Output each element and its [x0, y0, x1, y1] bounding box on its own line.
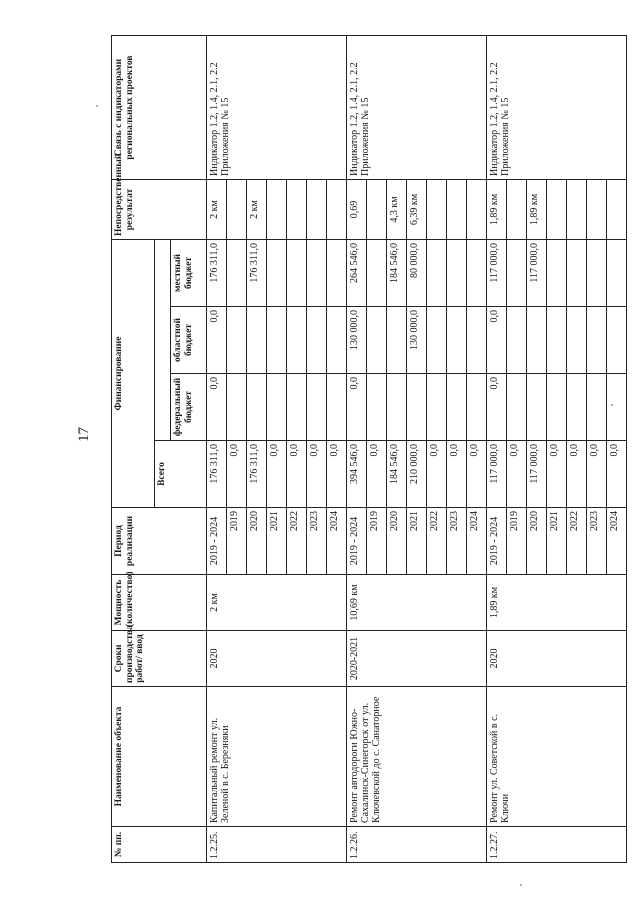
object-link: Индикатор 1.2, 1.4, 2.1, 2.2 Приложения № 15 — [347, 36, 487, 180]
object-deadline: 2020-2021 — [347, 631, 487, 687]
header-num: № пп. — [112, 827, 207, 863]
result-cell — [307, 180, 327, 240]
federal-cell — [527, 374, 547, 441]
period-cell: 2022 — [567, 508, 587, 575]
total-cell: 117 000,0 — [487, 441, 507, 508]
header-deadline: Сроки производства работ/ ввод — [112, 631, 207, 687]
header-budget-group — [155, 240, 171, 441]
total-cell: 394 546,0 — [347, 441, 367, 508]
total-cell: 0,0 — [307, 441, 327, 508]
result-cell — [507, 180, 527, 240]
local-cell: 264 546,0 — [347, 240, 367, 307]
period-cell: 2020 — [387, 508, 407, 575]
period-cell: 2019 - 2024 — [487, 508, 507, 575]
scan-speck — [611, 404, 613, 406]
regional-cell — [367, 307, 387, 374]
local-cell: 117 000,0 — [487, 240, 507, 307]
local-cell: 184 546,0 — [387, 240, 407, 307]
table-body — [207, 36, 627, 863]
period-cell: 2019 — [227, 508, 247, 575]
regional-cell: 0,0 — [487, 307, 507, 374]
rotated-table-wrapper — [111, 36, 620, 863]
local-cell — [447, 240, 467, 307]
period-cell: 2019 - 2024 — [207, 508, 227, 575]
federal-cell — [587, 374, 607, 441]
federal-cell — [467, 374, 487, 441]
result-cell — [447, 180, 467, 240]
result-cell: 1,89 км — [487, 180, 507, 240]
regional-cell — [587, 307, 607, 374]
table-row — [487, 36, 507, 863]
period-cell: 2023 — [587, 508, 607, 575]
total-cell: 0,0 — [567, 441, 587, 508]
regional-cell — [547, 307, 567, 374]
federal-cell — [507, 374, 527, 441]
regional-cell — [307, 307, 327, 374]
result-cell — [587, 180, 607, 240]
regional-cell — [447, 307, 467, 374]
period-cell: 2023 — [447, 508, 467, 575]
result-cell — [547, 180, 567, 240]
federal-cell — [367, 374, 387, 441]
period-cell: 2019 — [507, 508, 527, 575]
result-cell — [227, 180, 247, 240]
header-name: Наименование объекта — [112, 687, 207, 827]
header-total: Всего — [155, 441, 207, 508]
local-cell — [467, 240, 487, 307]
result-cell — [287, 180, 307, 240]
header-financing: Финансирование — [112, 240, 155, 508]
federal-cell: 0,0 — [207, 374, 227, 441]
object-number: 1.2.26. — [347, 827, 487, 863]
total-cell: 0,0 — [587, 441, 607, 508]
result-cell — [427, 180, 447, 240]
local-cell — [367, 240, 387, 307]
total-cell: 117 000,0 — [527, 441, 547, 508]
header-capacity: Мощность (количество) — [112, 575, 207, 631]
local-cell: 80 000,0 — [407, 240, 427, 307]
period-cell: 2024 — [467, 508, 487, 575]
total-cell: 210 000,0 — [407, 441, 427, 508]
object-link: Индикатор 1.2, 1.4, 2.1, 2.2 Приложения № 15 — [487, 36, 627, 180]
header-link: Связь с индикаторами региональных проектов — [112, 36, 207, 180]
regional-cell: 130 000,0 — [407, 307, 427, 374]
local-cell — [287, 240, 307, 307]
scan-speck — [96, 105, 98, 107]
period-cell: 2023 — [307, 508, 327, 575]
financing-table — [111, 35, 627, 863]
federal-cell: 0,0 — [487, 374, 507, 441]
total-cell: 176 311,0 — [207, 441, 227, 508]
regional-cell — [427, 307, 447, 374]
period-cell: 2022 — [427, 508, 447, 575]
object-deadline: 2020 — [487, 631, 627, 687]
result-cell — [367, 180, 387, 240]
total-cell: 0,0 — [427, 441, 447, 508]
local-cell — [227, 240, 247, 307]
local-cell: 176 311,0 — [247, 240, 267, 307]
period-cell: 2024 — [607, 508, 627, 575]
result-cell: 1,89 км — [527, 180, 547, 240]
total-cell: 0,0 — [267, 441, 287, 508]
object-link: Индикатор 1.2, 1.4, 2.1, 2.2 Приложения № 15 — [207, 36, 347, 180]
total-cell: 0,0 — [367, 441, 387, 508]
period-cell: 2019 — [367, 508, 387, 575]
total-cell: 0,0 — [547, 441, 567, 508]
federal-cell — [307, 374, 327, 441]
result-cell: 4,3 км — [387, 180, 407, 240]
result-cell: 2 км — [247, 180, 267, 240]
regional-cell — [607, 307, 627, 374]
period-cell: 2020 — [247, 508, 267, 575]
object-name: Ремонт автодороги Южно-Сахалинск-Синегорск от ул. Ключевской до с. Санаторное — [347, 687, 487, 827]
period-cell: 2021 — [267, 508, 287, 575]
federal-cell — [247, 374, 267, 441]
table-row — [207, 36, 227, 863]
local-cell — [327, 240, 347, 307]
total-cell: 0,0 — [287, 441, 307, 508]
object-name: Капитальный ремонт ул. Зеленой в с. Березняки — [207, 687, 347, 827]
local-cell — [607, 240, 627, 307]
total-cell: 176 311,0 — [247, 441, 267, 508]
federal-cell — [327, 374, 347, 441]
page-number: 17 — [76, 427, 92, 442]
result-cell — [267, 180, 287, 240]
period-cell: 2020 — [527, 508, 547, 575]
object-capacity: 2 км — [207, 575, 347, 631]
result-cell — [327, 180, 347, 240]
regional-cell — [327, 307, 347, 374]
regional-cell — [227, 307, 247, 374]
header-local: местный бюджет — [171, 240, 207, 307]
local-cell — [547, 240, 567, 307]
regional-cell: 0,0 — [207, 307, 227, 374]
period-cell: 2022 — [287, 508, 307, 575]
federal-cell: 0,0 — [347, 374, 367, 441]
period-cell: 2024 — [327, 508, 347, 575]
federal-cell — [447, 374, 467, 441]
object-number: 1.2.25. — [207, 827, 347, 863]
header-regional: областной бюджет — [171, 307, 207, 374]
total-cell: 0,0 — [507, 441, 527, 508]
result-cell: 0,69 — [347, 180, 367, 240]
regional-cell — [527, 307, 547, 374]
object-capacity: 1,89 км — [487, 575, 627, 631]
regional-cell — [287, 307, 307, 374]
local-cell: 117 000,0 — [527, 240, 547, 307]
local-cell — [587, 240, 607, 307]
object-deadline: 2020 — [207, 631, 347, 687]
regional-cell — [467, 307, 487, 374]
result-cell: 6,39 км — [407, 180, 427, 240]
period-cell: 2021 — [407, 508, 427, 575]
federal-cell — [547, 374, 567, 441]
result-cell: 2 км — [207, 180, 227, 240]
local-cell: 176 311,0 — [207, 240, 227, 307]
object-number: 1.2.27. — [487, 827, 627, 863]
result-cell — [467, 180, 487, 240]
object-capacity: 10,69 км — [347, 575, 487, 631]
table-row — [347, 36, 367, 863]
local-cell — [267, 240, 287, 307]
table-header — [112, 36, 207, 863]
total-cell: 0,0 — [327, 441, 347, 508]
period-cell: 2021 — [547, 508, 567, 575]
total-cell: 0,0 — [227, 441, 247, 508]
local-cell — [507, 240, 527, 307]
federal-cell — [607, 374, 627, 441]
federal-cell — [567, 374, 587, 441]
federal-cell — [427, 374, 447, 441]
result-cell — [607, 180, 627, 240]
regional-cell: 130 000,0 — [347, 307, 367, 374]
regional-cell — [247, 307, 267, 374]
federal-cell — [267, 374, 287, 441]
federal-cell — [227, 374, 247, 441]
federal-cell — [407, 374, 427, 441]
total-cell: 0,0 — [447, 441, 467, 508]
local-cell — [307, 240, 327, 307]
local-cell — [427, 240, 447, 307]
total-cell: 184 546,0 — [387, 441, 407, 508]
object-name: Ремонт ул. Советской в с. Ключи — [487, 687, 627, 827]
period-cell: 2019 - 2024 — [347, 508, 367, 575]
regional-cell — [267, 307, 287, 374]
scan-speck — [520, 884, 522, 886]
result-cell — [567, 180, 587, 240]
header-federal: федеральный бюджет — [171, 374, 207, 441]
federal-cell — [387, 374, 407, 441]
header-period: Период реализации — [112, 508, 207, 575]
header-result: Непосредственный результат — [112, 180, 207, 240]
regional-cell — [567, 307, 587, 374]
total-cell: 0,0 — [607, 441, 627, 508]
regional-cell — [387, 307, 407, 374]
regional-cell — [507, 307, 527, 374]
total-cell: 0,0 — [467, 441, 487, 508]
local-cell — [567, 240, 587, 307]
federal-cell — [287, 374, 307, 441]
